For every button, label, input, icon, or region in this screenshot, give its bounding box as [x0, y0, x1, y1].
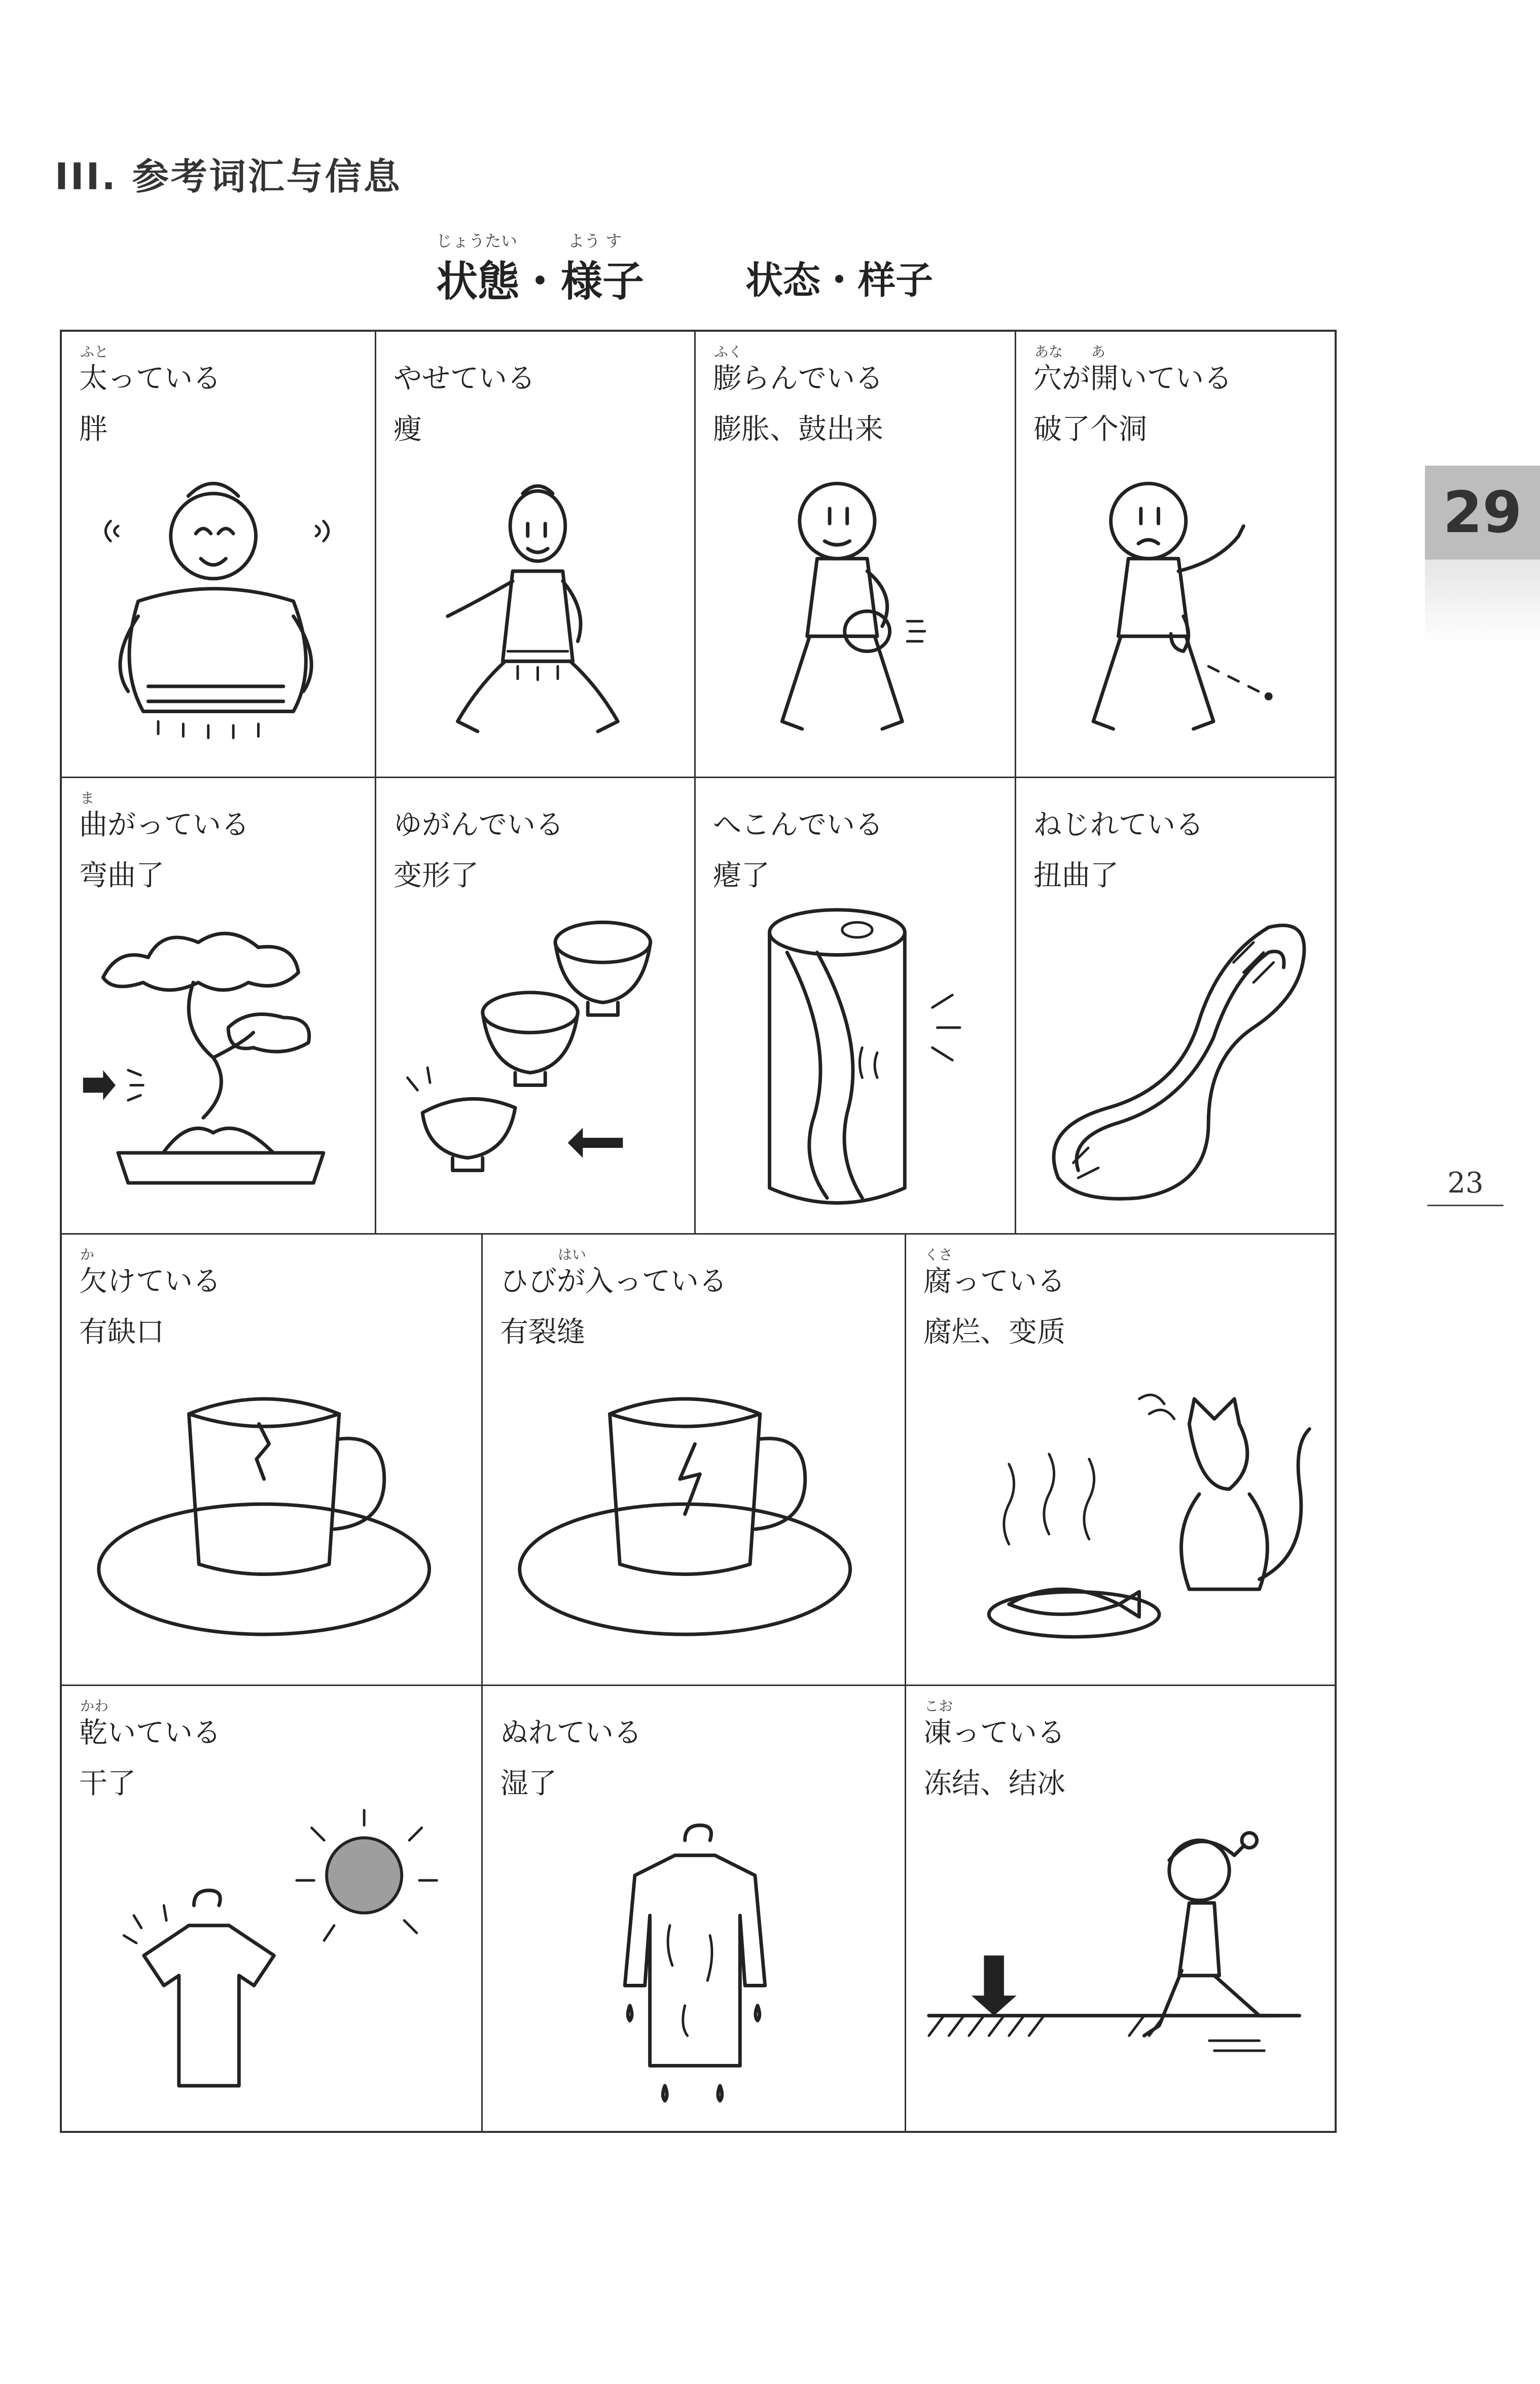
title-ruby-left: じょうたい — [436, 231, 518, 251]
vocab-japanese: ゆがんでいる — [393, 809, 564, 842]
vocab-chinese: 膨胀、鼓出来 — [713, 413, 883, 446]
vocab-japanese: ぬれている — [500, 1716, 642, 1749]
rotten-fish-cat-illustration — [906, 1354, 1336, 1679]
page-number: 23 — [1427, 1167, 1503, 1206]
vocab-japanese: 穴が開いている — [1033, 362, 1232, 395]
vocab-japanese: やせている — [393, 362, 535, 395]
vocab-cell — [906, 1686, 1336, 2131]
twisted-band-illustration — [1016, 897, 1336, 1228]
vocab-cell — [696, 332, 1016, 777]
vocab-ruby: かわ — [80, 1698, 109, 1714]
page-title — [436, 228, 1045, 304]
vocab-ruby: ふく — [714, 343, 743, 360]
vocab-japanese: 乾いている — [79, 1716, 221, 1749]
vocab-chinese: 有缺口 — [79, 1316, 164, 1349]
vocab-chinese: 变形了 — [393, 859, 479, 892]
vocab-chinese: 腐烂、变质 — [923, 1316, 1065, 1349]
chapter-tab: 29 — [1425, 466, 1540, 559]
vocab-cell — [62, 332, 376, 777]
vocab-ruby: あな あ — [1034, 343, 1106, 360]
fat-sumo-wrestler-illustration — [62, 451, 375, 772]
warped-bowls-illustration — [376, 897, 694, 1228]
vocab-japanese: 腐っている — [923, 1265, 1065, 1298]
vocab-japanese: ひびが入っている — [500, 1265, 727, 1298]
section-heading: III. 参考词汇与信息 — [55, 155, 402, 198]
dry-shirt-sun-illustration — [62, 1805, 481, 2126]
vocab-cell — [1016, 332, 1336, 777]
vocab-ruby: はい — [501, 1246, 587, 1263]
vocab-ruby: ま — [80, 790, 95, 807]
vocab-chinese: 干了 — [79, 1767, 136, 1800]
thin-sumo-wrestler-illustration — [376, 451, 694, 772]
vocab-chinese: 瘪了 — [713, 859, 770, 892]
vocab-japanese: 欠けている — [79, 1265, 221, 1298]
grid-row — [62, 332, 1335, 778]
vocab-chinese: 冻结、结冰 — [923, 1767, 1065, 1800]
vocab-ruby: か — [80, 1246, 95, 1263]
title-japanese: 状態・様子 — [436, 258, 644, 306]
vocab-ruby: くさ — [924, 1246, 953, 1263]
dented-can-illustration — [696, 897, 1015, 1228]
title-chinese: 状态・样子 — [745, 259, 933, 302]
vocab-chinese: 有裂缝 — [500, 1316, 585, 1349]
vocab-japanese: へこんでいる — [713, 809, 883, 842]
vocab-cell — [62, 1235, 483, 1685]
grid-row — [62, 1686, 1335, 2131]
vocab-cell — [376, 778, 696, 1233]
vocab-ruby: こお — [924, 1698, 953, 1714]
vocab-japanese: 曲がっている — [79, 809, 249, 842]
grid-row — [62, 778, 1335, 1235]
chipped-cup-illustration — [62, 1354, 481, 1679]
vocab-cell — [376, 332, 696, 777]
vocab-cell — [696, 778, 1016, 1233]
grid-row — [62, 1235, 1335, 1686]
vocab-chinese: 扭曲了 — [1033, 859, 1119, 892]
vocab-chinese: 胖 — [79, 413, 108, 446]
chapter-tab-shadow — [1425, 559, 1540, 646]
bonsai-tree-illustration — [62, 897, 375, 1228]
frozen-ground-skater-illustration — [906, 1805, 1336, 2126]
wet-shirt-illustration — [483, 1805, 905, 2126]
vocab-japanese: 太っている — [79, 362, 221, 395]
vocab-chinese: 弯曲了 — [79, 859, 164, 892]
vocab-cell — [483, 1235, 906, 1685]
hole-in-pocket-figure-illustration — [1016, 451, 1336, 772]
vocab-cell — [906, 1235, 1336, 1685]
vocab-japanese: ねじれている — [1033, 809, 1204, 842]
vocab-japanese: 膨らんでいる — [713, 362, 883, 395]
vocab-cell — [62, 1686, 483, 2131]
vocab-chinese: 瘦 — [393, 413, 422, 446]
vocab-chinese: 破了个洞 — [1033, 413, 1147, 446]
vocabulary-grid — [60, 330, 1337, 2133]
vocab-chinese: 湿了 — [500, 1767, 557, 1800]
vocab-cell — [62, 778, 376, 1233]
vocab-ruby: ふと — [80, 343, 109, 360]
bulging-pocket-figure-illustration — [696, 451, 1015, 772]
vocab-japanese: 凍っている — [923, 1716, 1065, 1749]
cracked-cup-illustration — [483, 1354, 905, 1679]
vocab-cell — [483, 1686, 906, 2131]
title-ruby-right: よう す — [568, 231, 622, 251]
vocab-cell — [1016, 778, 1336, 1233]
